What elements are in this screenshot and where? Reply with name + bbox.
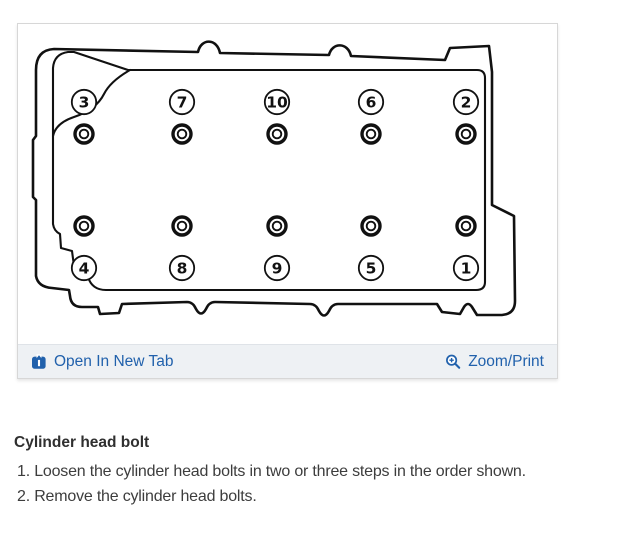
open-in-new-tab-label: Open In New Tab — [54, 352, 174, 370]
open-in-new-tab-link[interactable] — [31, 354, 173, 370]
svg-text:1: 1 — [460, 259, 472, 278]
cylinder-head-diagram — [18, 24, 557, 344]
bolt-position-6 — [359, 90, 383, 143]
bolt-position-4 — [72, 217, 96, 280]
svg-text:6: 6 — [365, 93, 377, 112]
svg-text:4: 4 — [78, 259, 90, 278]
bolt-position-10 — [265, 90, 289, 143]
bolt-position-7 — [170, 90, 194, 143]
instructions-block — [14, 434, 624, 509]
instructions-heading: Cylinder head bolt — [14, 434, 150, 451]
svg-text:7: 7 — [176, 93, 188, 112]
zoom-print-link[interactable] — [445, 354, 544, 370]
bolt-position-5 — [359, 217, 383, 280]
svg-text:3: 3 — [78, 93, 90, 112]
diagram-panel — [17, 23, 558, 379]
bolt-sequence-layer — [72, 90, 478, 280]
instruction-step-2: 2. Remove the cylinder head bolts. — [17, 488, 257, 505]
bolt-position-9 — [265, 217, 289, 280]
zoom-print-label: Zoom/Print — [468, 352, 544, 370]
svg-text:5: 5 — [365, 259, 377, 278]
svg-text:8: 8 — [176, 259, 188, 278]
bolt-position-1 — [454, 217, 478, 280]
bolt-position-2 — [454, 90, 478, 143]
cylinder-head-outline-drawing — [18, 24, 557, 344]
instruction-step-1: 1. Loosen the cylinder head bolts in two or three steps in the order shown. — [17, 463, 526, 480]
svg-text:2: 2 — [460, 93, 472, 112]
bolt-position-8 — [170, 217, 194, 280]
svg-text:10: 10 — [266, 93, 288, 112]
magnifier-plus-icon — [445, 354, 461, 370]
diagram-toolbar — [18, 344, 557, 378]
svg-text:9: 9 — [271, 259, 283, 278]
open-in-new-tab-icon — [31, 354, 47, 370]
